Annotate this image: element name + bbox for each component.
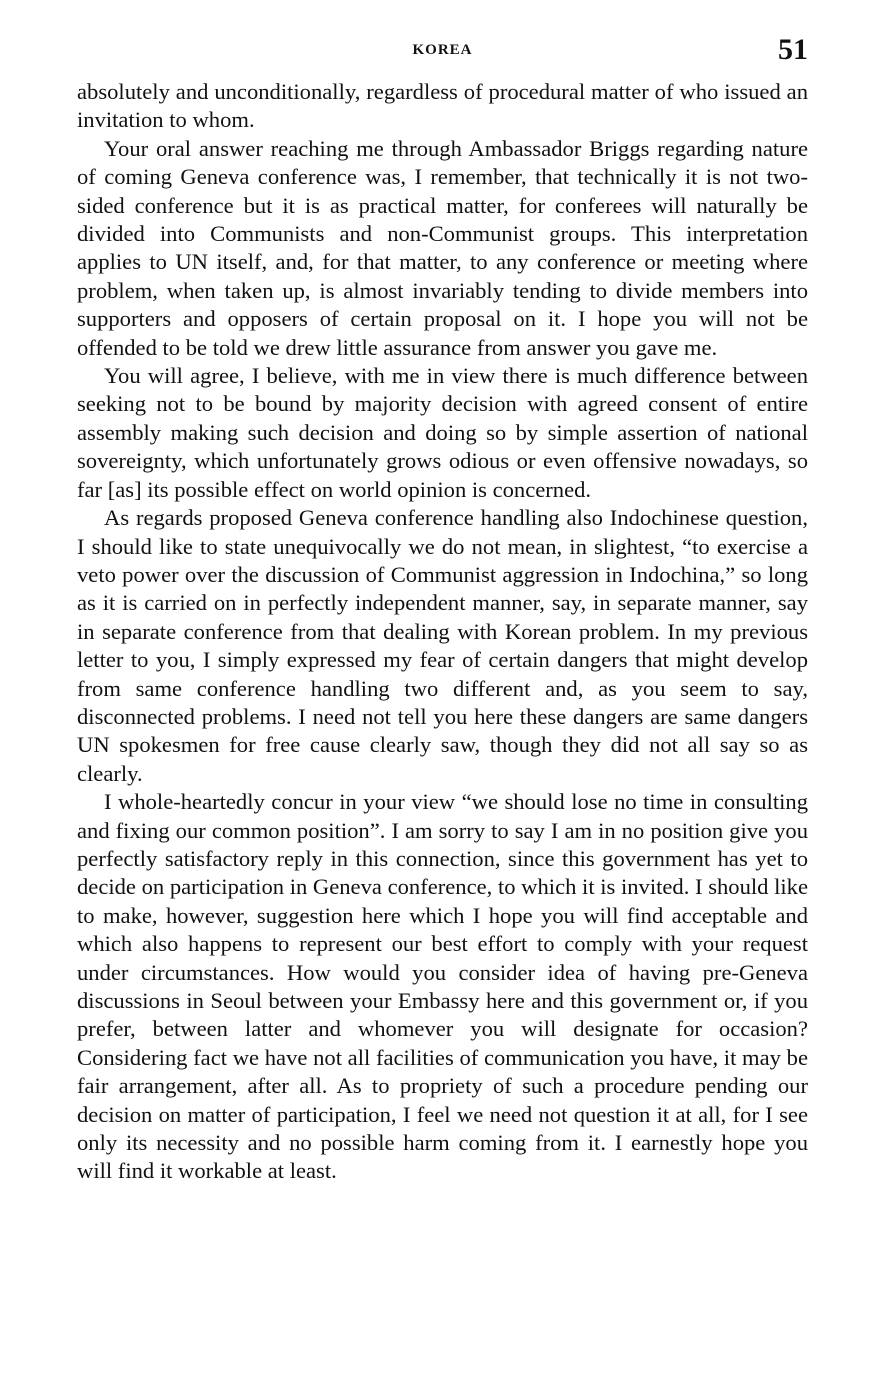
paragraph-pre-geneva-discussions: I whole-heartedly concur in your view “we should lose no time in consulting and fixing our common position”. I am sorry to say I am in no position give you perfectly satisfactory reply in this connection, since this government has yet to decide on participation in Geneva conference, to which it is invited. I should like to make, however, suggestion here which I hope you will find acceptable and which also happens to represent our best effort to comply with your request under circumstances. How would you consider idea of having pre-Geneva discussions in Seoul between your Embassy here and this government or, if you prefer, between latter and whomever you will designate for occasion? Considering fact we have not all facilities of communication you have, it may be fair arrangement, after all. As to propriety of such a procedure pending our decision on matter of participation, I feel we need not question it at all, for I see only its necessity and no possible harm coming from it. I earnestly hope you will find it workable at least.: [77, 789, 808, 1184]
page-number: 51: [778, 33, 808, 66]
paragraph-continuation: absolutely and unconditionally, regardless of procedural matter of who issued an invitation to whom.: [77, 79, 808, 133]
running-header: [77, 30, 808, 78]
body-text: [77, 78, 808, 1186]
paragraph-indochinese-question: As regards proposed Geneva conference handling also Indochinese question, I should like to state unequivocally we do not mean, in slightest, “to exercise a veto power over the discussion of Communist aggression in Indochina,” so long as it is carried on in perfectly independent manner, say, in separate manner, say in separate conference from that dealing with Korean problem. In my previous letter to you, I simply expressed my fear of certain dangers that might develop from same conference handling two different and, as you seem to say, disconnected problems. I need not tell you here these dangers are same dangers UN spokesmen for free cause clearly saw, though they did not all say so as clearly.: [77, 505, 808, 786]
paragraph-majority-decision: You will agree, I believe, with me in view there is much difference between seeking not to be bound by majority decision with agreed consent of entire assembly making such decision and doing so by simple assertion of national sovereignty, which unfortunately grows odious or even offensive nowadays, so far [as] its possible effect on world opinion is concerned.: [77, 363, 808, 502]
document-page: [77, 30, 808, 1186]
running-title: KOREA: [412, 42, 473, 58]
paragraph-oral-answer: Your oral answer reaching me through Ambassador Briggs regarding nature of coming Geneva conference was, I remember, that technically it is not two-sided conference but it is as practical matter, for conferees will naturally be divided into Communists and non-Communist groups. This interpretation applies to UN itself, and, for that matter, to any conference or meeting where problem, when taken up, is almost invariably tending to divide members into supporters and opposers of certain proposal on it. I hope you will not be offended to be told we drew little assurance from answer you gave me.: [77, 135, 808, 360]
